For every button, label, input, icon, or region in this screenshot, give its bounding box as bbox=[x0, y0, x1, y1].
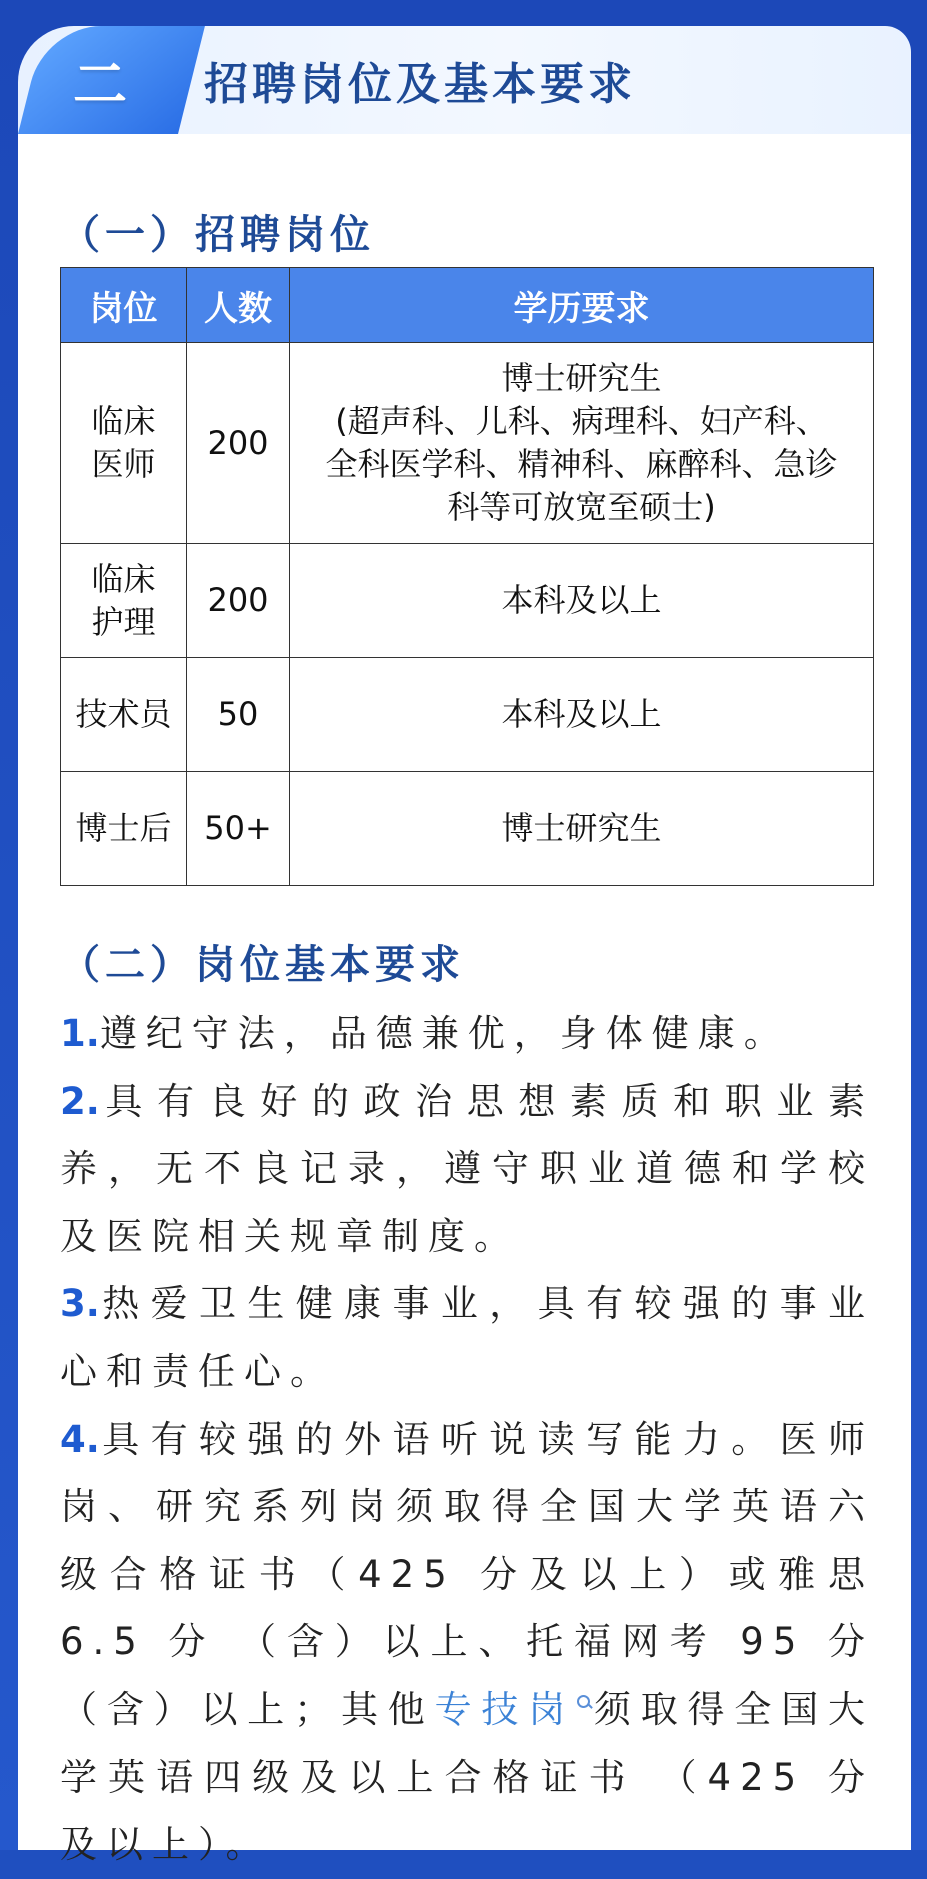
position-cell: 技术员 bbox=[61, 658, 187, 772]
section-title-positions: （一）招聘岗位 bbox=[60, 212, 375, 258]
search-link-technical-post[interactable]: 专技岗 bbox=[434, 1687, 576, 1731]
count-cell: 200 bbox=[187, 343, 290, 544]
item-text: 具有良好的政治思想素质和职业素养，无不良记录，遵守职业道德和学校及医院相关规章制度。 bbox=[60, 1079, 874, 1258]
item-text: 遵纪守法，品德兼优，身体健康。 bbox=[99, 1012, 790, 1055]
education-cell: 博士研究生 bbox=[290, 772, 874, 886]
education-cell: 博士研究生 (超声科、儿科、病理科、妇产科、 全科医学科、精神科、麻醉科、急诊 科等可放宽至硕士) bbox=[290, 343, 874, 544]
count-cell: 200 bbox=[187, 544, 290, 658]
table-header-education: 学历要求 bbox=[290, 268, 874, 343]
count-cell: 50 bbox=[187, 658, 290, 772]
table-row bbox=[61, 658, 874, 772]
table-header-row bbox=[61, 268, 874, 343]
section-banner bbox=[18, 26, 911, 134]
table-header-position: 岗位 bbox=[61, 268, 187, 343]
banner-number: 二 bbox=[73, 52, 129, 116]
position-cell: 临床 医师 bbox=[61, 343, 187, 544]
list-item bbox=[60, 1406, 874, 1879]
count-cell: 50+ bbox=[187, 772, 290, 886]
table-row bbox=[61, 343, 874, 544]
item-number: 2. bbox=[60, 1079, 100, 1123]
item-text: 具有较强的外语听说读写能力。医师岗、研究系列岗须取得全国大学英语六级合格证书（425 分及以上）或雅思 6.5 分 （含）以上、托福网考 95 分（含）以上；其他 bbox=[60, 1417, 874, 1731]
position-cell: 博士后 bbox=[61, 772, 187, 886]
positions-table bbox=[60, 267, 874, 886]
item-text: 须取得全国大学英语四级及以上合格证书 （425 分及以上）。 bbox=[60, 1687, 875, 1867]
list-item bbox=[60, 1000, 874, 1068]
table-row bbox=[61, 544, 874, 658]
education-cell: 本科及以上 bbox=[290, 544, 874, 658]
section-title-requirements: （二）岗位基本要求 bbox=[60, 942, 465, 988]
item-number: 1. bbox=[60, 1012, 100, 1055]
search-icon[interactable] bbox=[577, 1695, 591, 1709]
item-number: 4. bbox=[60, 1417, 100, 1461]
requirements-list bbox=[60, 1000, 874, 1879]
table-row bbox=[61, 772, 874, 886]
item-text: 热爱卫生健康事业，具有较强的事业心和责任心。 bbox=[60, 1282, 874, 1393]
list-item bbox=[60, 1270, 874, 1405]
list-item bbox=[60, 1068, 874, 1271]
education-cell: 本科及以上 bbox=[290, 658, 874, 772]
item-number: 3. bbox=[60, 1282, 100, 1326]
banner-title: 招聘岗位及基本要求 bbox=[204, 59, 636, 110]
table-header-count: 人数 bbox=[187, 268, 290, 343]
position-cell: 临床 护理 bbox=[61, 544, 187, 658]
